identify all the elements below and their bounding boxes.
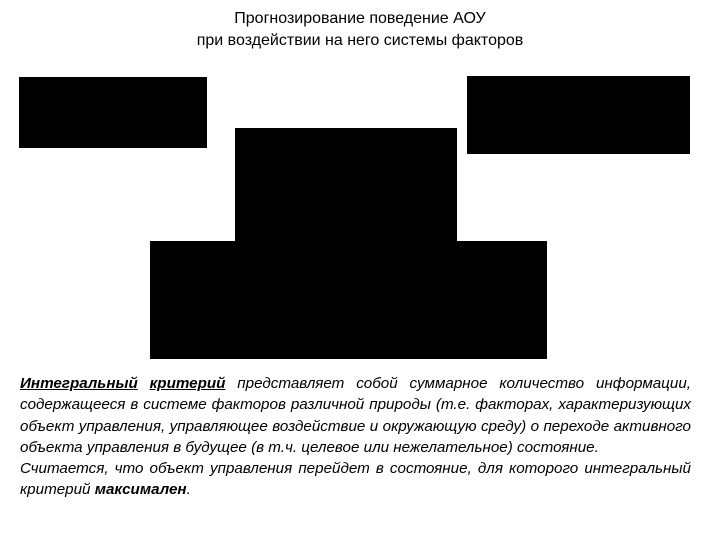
- slide-title-line-1: Прогнозирование поведение АОУ: [234, 10, 486, 27]
- definition-body: представляет собой суммарное количество информации, содержащееся в системе факторов различной природы (т.е. факторах, характеризующих объект управления, управляющее воздействие и окружающую среду) о переходе активного объекта управления в будущее (в т.ч. целевое или нежелательное) состояние.: [20, 375, 691, 456]
- definition-text: [20, 373, 691, 501]
- redacted-block-bottom: [150, 241, 547, 359]
- conclusion-paragraph: [20, 458, 691, 501]
- term-criterion: критерий: [149, 375, 226, 392]
- slide-title: [0, 8, 720, 52]
- redacted-block-top-left: [19, 77, 207, 148]
- conclusion-emphasis: максимален: [94, 481, 187, 499]
- slide-title-line-2: при воздействии на него системы факторов: [196, 32, 524, 49]
- conclusion-end: .: [186, 481, 191, 499]
- redacted-block-center: [235, 128, 457, 241]
- conclusion-body: Считается, что объект управления перейдет в состояние, для которого интегральный критерий: [20, 460, 691, 499]
- term-integral: Интегральный: [20, 375, 138, 392]
- redacted-block-top-right: [467, 76, 690, 154]
- definition-paragraph: [20, 373, 691, 458]
